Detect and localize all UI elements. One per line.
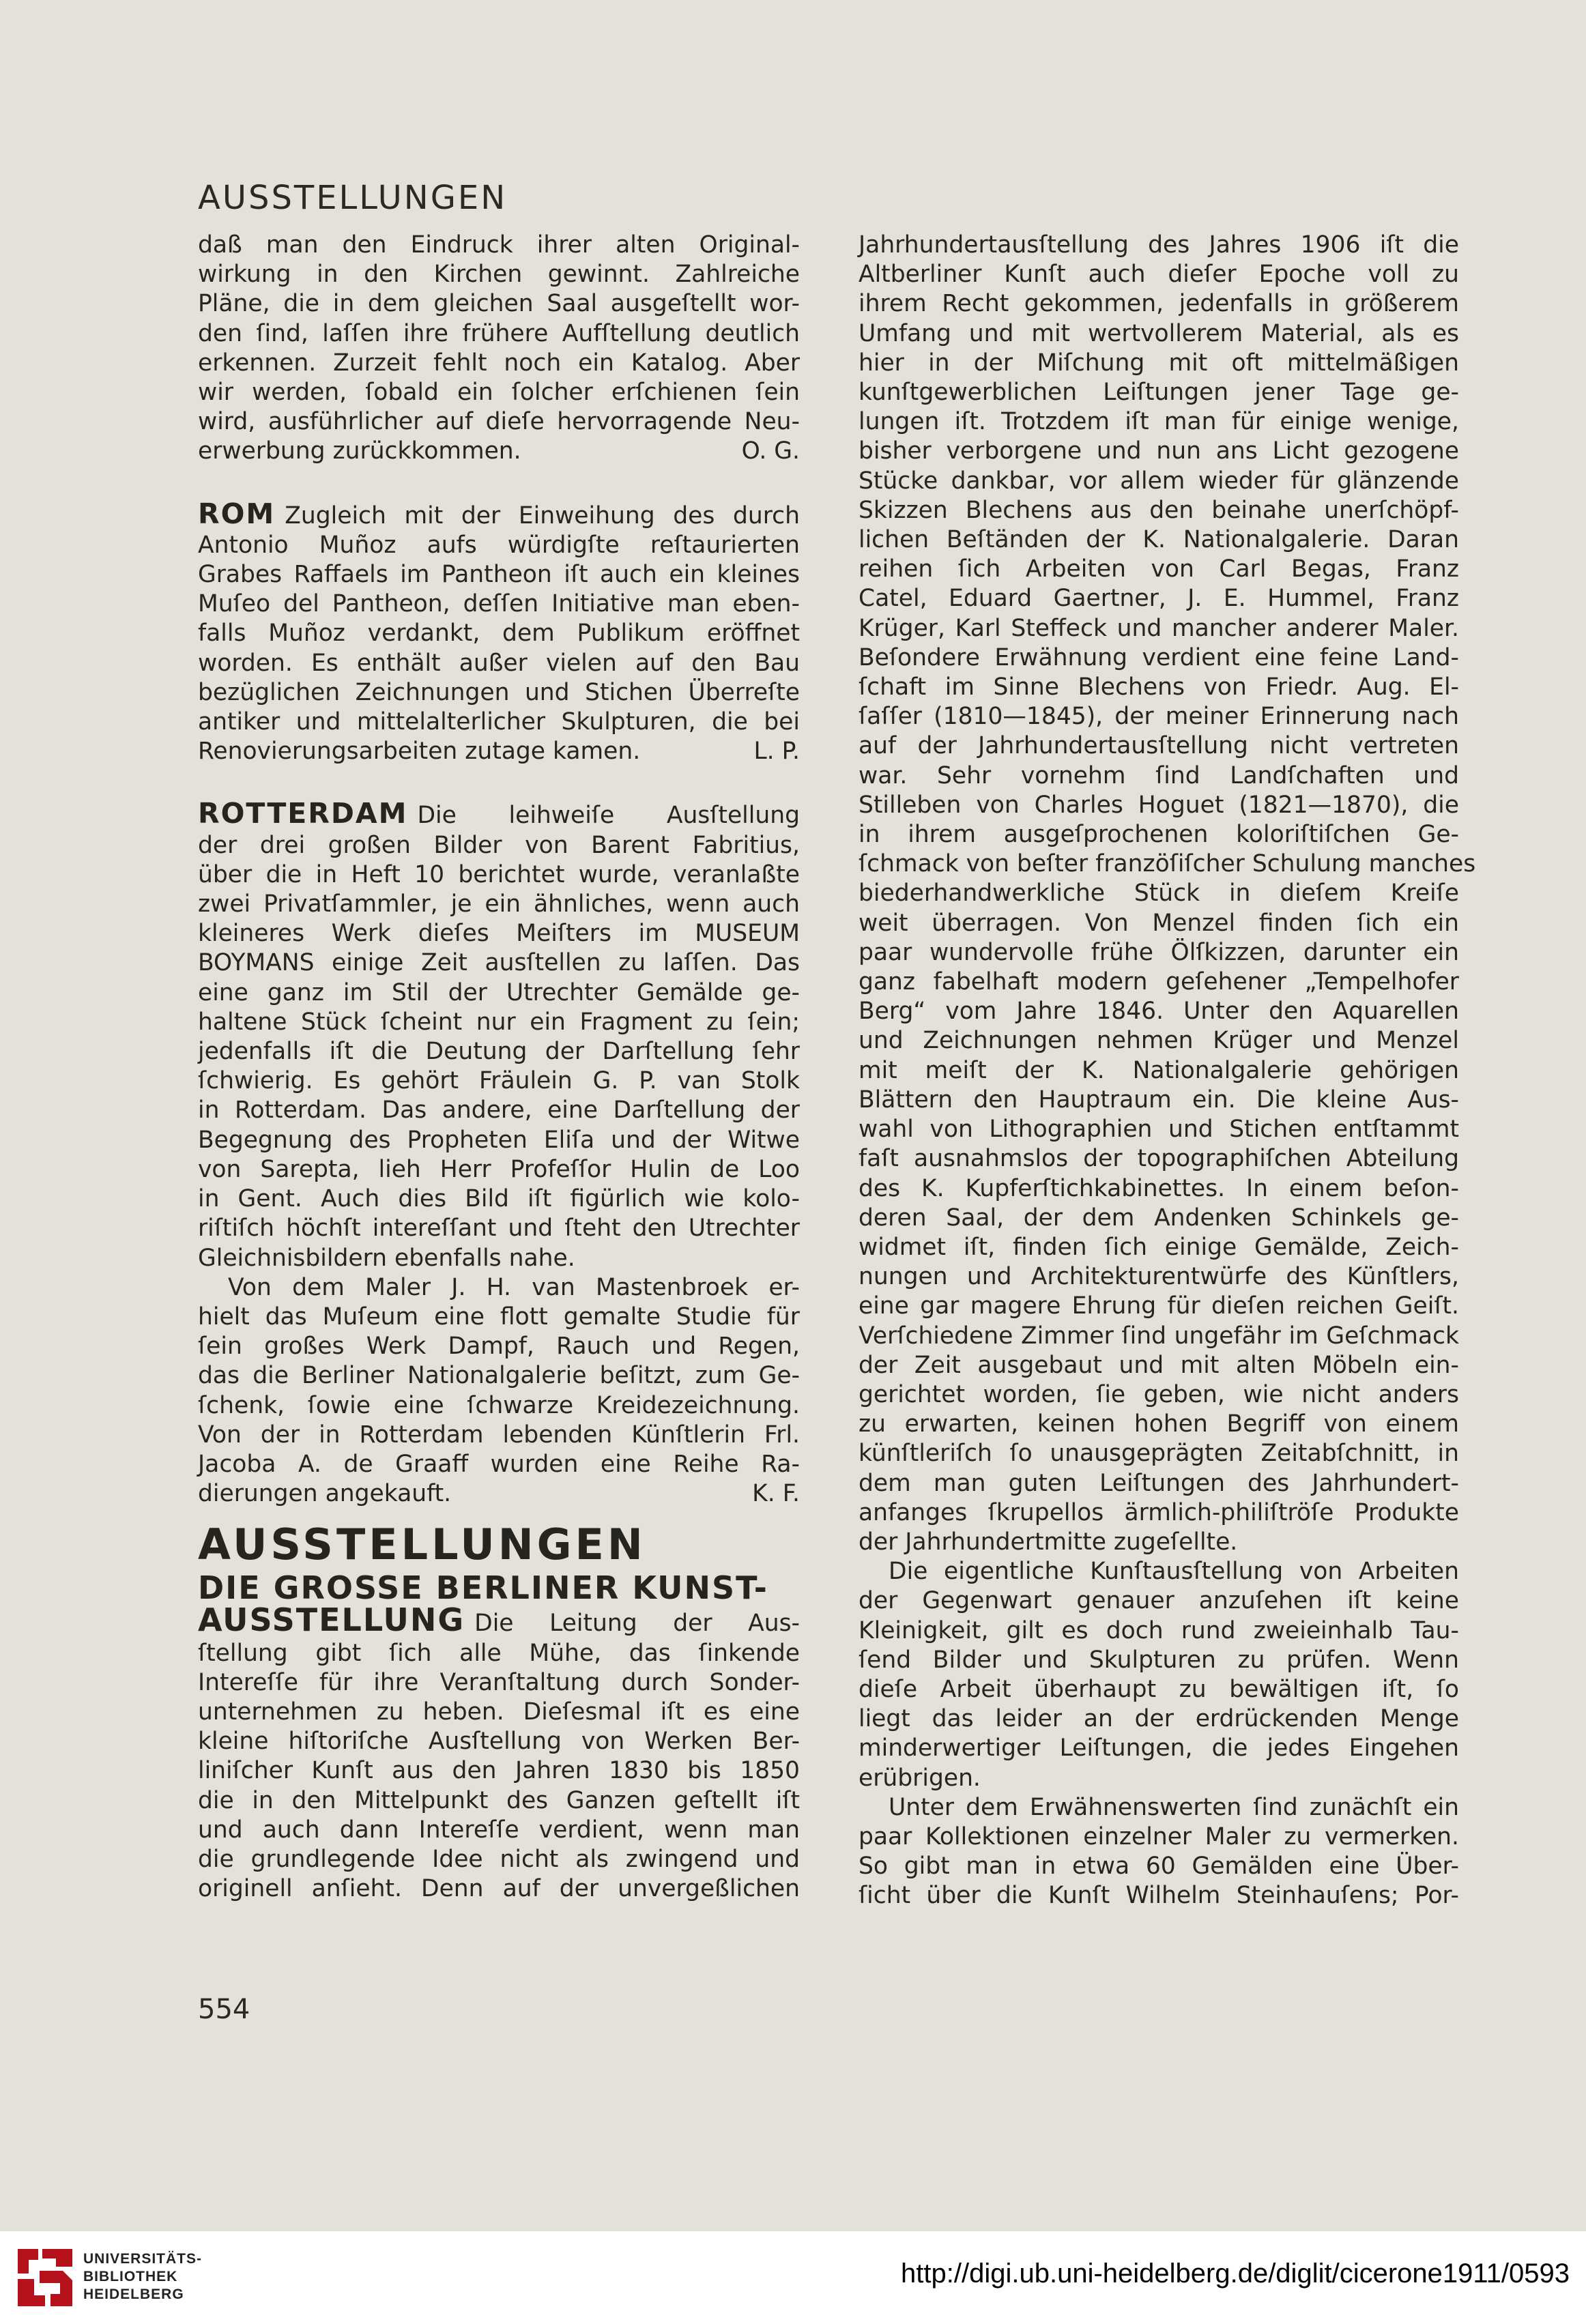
article-lines [198, 1639, 800, 1904]
rom-first-line [198, 499, 800, 531]
text-line: eine gar magere Ehrung für dieſen reichen Geiſt. [859, 1292, 1459, 1320]
rotterdam-para2-last [198, 1479, 800, 1509]
text-line: minderwertiger Leiſtungen, die jedes Eingehen [859, 1734, 1459, 1762]
text-line: liniſcher Kunſt aus den Jahren 1830 bis 1850 [198, 1757, 800, 1785]
text-line: von Sarepta, lieh Herr Profeſſor Hulin de Loo [198, 1155, 800, 1183]
text-line: ſchmack von beſter franzöſiſcher Schulung manches [859, 850, 1476, 878]
text-line: ihrem Recht gekommen, jedenfalls in größerem [859, 290, 1459, 318]
text-line: ſein großes Werk Dampf, Rauch und Regen, [198, 1333, 800, 1361]
text-line: in Rotterdam. Das andere, eine Darſtellung der [198, 1096, 800, 1124]
left-column [198, 231, 800, 1904]
rotterdam-para2-last-text: dierungen angekauft. [198, 1480, 452, 1508]
right-column [859, 231, 1476, 1911]
page-number: 554 [198, 1994, 250, 2025]
intro-paragraph [198, 231, 800, 467]
text-line: haltene Stück ſcheint nur ein Fragment zu ſein; [198, 1008, 800, 1036]
right-para3-first: Unter dem Erwähnenswerten ſind zunächſt ein [889, 1793, 1459, 1821]
text-line: Krüger, Karl Steffeck und mancher anderer Maler. [859, 614, 1459, 642]
text-line: die in den Mittelpunkt des Ganzen geſtellt iſt [198, 1786, 800, 1814]
text-line: widmet iſt, finden ſich einige Gemälde, Zeich- [859, 1233, 1459, 1261]
library-name-line3: HEIDELBERG [83, 2286, 184, 2302]
text-line: ſchenk, ſowie eine ſchwarze Kreidezeichnung. [198, 1391, 800, 1419]
text-line: mit meiſt der K. Nationalgalerie gehörigen [859, 1056, 1459, 1084]
text-line: Umfang und mit wertvollerem Material, als es [859, 319, 1459, 347]
text-line: künſtleriſch ſo unausgeprägten Zeitabſchnitt, in [859, 1440, 1459, 1468]
text-line: unternehmen zu heben. Dieſesmal iſt es eine [198, 1698, 800, 1726]
text-line: Berg“ vom Jahre 1846. Unter den Aquarellen [859, 998, 1459, 1026]
text-line: riſtiſch höchſt intereſſant und ſteht den Utrechter [198, 1215, 800, 1243]
text-line: in ihrem ausgeſprochenen koloriſtiſchen Ge- [859, 821, 1459, 849]
rom-heading: ROM [198, 497, 276, 530]
text-line: jedenfalls iſt die Deutung der Darſtellung ſehr [198, 1038, 800, 1066]
text-line: weit überragen. Von Menzel finden ſich ein [859, 909, 1459, 937]
text-line: Stilleben von Charles Hoguet (1821—1870), die [859, 791, 1459, 819]
right-para2-first: Die eigentliche Kunſtausſtellung von Arbeiten [889, 1558, 1459, 1586]
text-line: zwei Privatſammler, je ein ähnliches, wenn auch [198, 890, 800, 918]
rotterdam-first-line [198, 799, 800, 830]
right-para1-lines [859, 231, 1476, 1528]
text-line: biederhandwerkliche Stück in dieſem Kreiſe [859, 880, 1459, 907]
text-line: ſaſſer (1810—1845), der meiner Erinnerung nach [859, 703, 1459, 731]
viewer-footer [0, 2231, 1586, 2324]
rotterdam-last-line: Gleichnisbildern ebenfalls nahe. [198, 1244, 575, 1272]
text-line: dieſe Arbeit überhaupt zu bewältigen iſt, ſo [859, 1675, 1459, 1703]
text-line: Blättern den Hauptraum ein. Die kleine Aus- [859, 1086, 1459, 1114]
intro-lines [198, 231, 800, 437]
text-line: faſt ausnahmslos der topographiſchen Abteilung [859, 1145, 1459, 1173]
text-line: die grundlegende Idee nicht als zwingend und [198, 1845, 800, 1873]
library-name-line2: BIBLIOTHEK [83, 2269, 178, 2284]
text-line: Catel, Eduard Gaertner, J. E. Hummel, Franz [859, 585, 1459, 613]
text-line: Antonio Muñoz aufs würdigſte reſtaurierten [198, 531, 800, 559]
right-para2-last: erübrigen. [859, 1764, 981, 1792]
text-line: wird, ausführlicher auf dieſe hervorragende Neu- [198, 408, 800, 436]
text-line: falls Muñoz verdankt, dem Publikum eröffnet [198, 620, 800, 648]
rotterdam-notice [198, 799, 800, 1509]
right-para2-lines [859, 1586, 1459, 1763]
text-line: den ſind, laſſen ihre frühere Aufſtellung deutlich [198, 319, 800, 347]
text-line: Pläne, die in dem gleichen Saal ausgeſtellt wor- [198, 290, 800, 318]
text-line: antiker und mittelalterlicher Skulpturen, die bei [198, 708, 800, 736]
article-title-line2: AUSSTELLUNG [198, 1601, 465, 1639]
text-line: ſchaft im Sinne Blechens von Friedr. Aug. El- [859, 673, 1459, 701]
text-line: gerichtet worden, ſie geben, wie nicht anders [859, 1380, 1459, 1408]
text-line: wir werden, ſobald ein ſolcher erſchienen ſein [198, 379, 800, 407]
text-line: Jahrhundertausſtellung des Jahres 1906 iſt die [859, 231, 1459, 259]
text-line: erkennen. Zurzeit fehlt noch ein Katalog. Aber [198, 349, 800, 377]
rom-last-text: Renovierungsarbeiten zutage kamen. [198, 738, 641, 766]
text-line: Skizzen Blechens aus den beinahe unerſchöpf- [859, 496, 1459, 524]
text-line: zu erwarten, keinen hohen Begriff von einem [859, 1410, 1459, 1438]
right-para3-lines [859, 1822, 1459, 1911]
rotterdam-first-text: Die leihweiſe Ausſtellung [417, 802, 800, 830]
text-line: Begegnung des Propheten Eliſa und der Witwe [198, 1126, 800, 1154]
text-line: bezüglichen Zeichnungen und Stichen Überreſte [198, 678, 800, 706]
intro-last-text: erwerbung zurückkommen. [198, 437, 521, 465]
library-name [83, 2250, 202, 2304]
source-url[interactable]: http://digi.ub.uni-heidelberg.de/diglit/cicerone1911/0593 [901, 2258, 1570, 2289]
text-line: eine ganz im Stil der Utrechter Gemälde ge- [198, 978, 800, 1006]
text-line: hielt das Muſeum eine flott gemalte Studie für [198, 1303, 800, 1331]
text-line: ſchwierig. Es gehört Fräulein G. P. van Stolk [198, 1067, 800, 1095]
text-line: hier in der Miſchung mit oft mittelmäßigen [859, 349, 1459, 377]
text-line: So gibt man in etwa 60 Gemälden eine Über- [859, 1853, 1459, 1880]
text-line: auf der Jahrhundertausſtellung nicht vertreten [859, 732, 1459, 760]
article-first-line [198, 1601, 800, 1639]
text-line: paar wundervolle frühe Ölſkizzen, darunter ein [859, 938, 1459, 966]
article-title-line1: DIE GROSSE BERLINER KUNST- [198, 1569, 768, 1607]
text-line: Beſondere Erwähnung verdient eine feine Land- [859, 643, 1459, 671]
text-line: ganz fabelhaft modern geſehener „Tempelhofer [859, 968, 1459, 996]
article-first-text: Die Leitung der Aus- [474, 1610, 800, 1638]
text-line: Altberliner Kunſt auch dieſer Epoche voll zu [859, 261, 1459, 289]
rom-first-text: Zugleich mit der Einweihung des durch [285, 502, 800, 529]
text-line: in Gent. Auch dies Bild iſt figürlich wie kolo- [198, 1185, 800, 1213]
text-line: der Gegenwart genauer anzuſehen iſt keine [859, 1587, 1459, 1615]
text-line: liegt das leider an der erdrückenden Menge [859, 1705, 1459, 1733]
text-line: das die Berliner Nationalgalerie beſitzt, zum Ge- [198, 1362, 800, 1390]
rotterdam-para2-first: Von dem Maler J. H. van Mastenbroek er- [228, 1273, 800, 1301]
text-line: paar Kollektionen einzelner Maler zu vermerken. [859, 1822, 1459, 1850]
text-line: anfanges ſkrupellos ärmlich-philiſtröſe Produkte [859, 1498, 1459, 1526]
running-head: AUSSTELLUNGEN [198, 179, 508, 217]
text-line: Grabes Raffaels im Pantheon iſt auch ein kleines [198, 561, 800, 589]
text-line: kleineres Werk dieſes Meiſters im MUSEUM [198, 920, 800, 948]
text-line: der Zeit ausgebaut und mit alten Möbeln ein- [859, 1351, 1459, 1379]
text-line: ſend Bilder und Skulpturen zu prüfen. Wenn [859, 1646, 1459, 1674]
rotterdam-heading: ROTTERDAM [198, 797, 408, 830]
rotterdam-signature: K. F. [752, 1480, 800, 1508]
text-line: BOYMANS einige Zeit ausſtellen zu laſſen. Das [198, 949, 800, 977]
text-line: lichen Beſtänden der K. Nationalgalerie. Daran [859, 526, 1459, 554]
text-line: deren Saal, der dem Andenken Schinkels ge- [859, 1204, 1459, 1232]
text-line: Verſchiedene Zimmer ſind ungefähr im Geſchmack [859, 1322, 1459, 1350]
library-logo [15, 2246, 75, 2312]
library-name-line1: UNIVERSITÄTS- [83, 2251, 203, 2267]
text-line: daß man den Eindruck ihrer alten Original- [198, 231, 800, 259]
intro-signature: O. G. [741, 437, 800, 465]
text-line: Stücke dankbar, vor allem wieder für glänzende [859, 467, 1459, 495]
text-line: Muſeo del Pantheon, deſſen Initiative man eben- [198, 590, 800, 618]
text-line: Kleinigkeit, gilt es doch rund zweieinhalb Tau- [859, 1616, 1459, 1644]
text-line: und Zeichnungen nehmen Krüger und Menzel [859, 1027, 1459, 1055]
text-line: der drei großen Bilder von Barent Fabritius, [198, 831, 800, 859]
text-line: Von der in Rotterdam lebenden Künſtlerin Frl. [198, 1421, 800, 1449]
text-line: originell anſieht. Denn auf der unvergeßlichen [198, 1875, 800, 1903]
article-berlin [198, 1570, 800, 1904]
text-line: reihen ſich Arbeiten von Carl Begas, Franz [859, 555, 1459, 583]
rotterdam-para2-lines [198, 1303, 800, 1479]
text-line: war. Sehr vornehm ſind Landſchaften und [859, 761, 1459, 789]
text-line: nungen und Architekturentwürfe des Künſtlers, [859, 1263, 1459, 1291]
text-line: lungen iſt. Trotzdem iſt man für einige wenige, [859, 408, 1459, 436]
text-line: Intereſſe für ihre Veranſtaltung durch Sonder- [198, 1668, 800, 1696]
text-line: des K. Kupferſtichkabinettes. In einem beſon- [859, 1174, 1459, 1202]
text-line: über die in Heft 10 berichtet wurde, veranlaßte [198, 860, 800, 888]
text-line: wirkung in den Kirchen gewinnt. Zahlreiche [198, 261, 800, 289]
text-line: kunſtgewerblichen Leiſtungen jener Tage ge- [859, 379, 1459, 407]
text-line: dem man guten Leiſtungen des Jahrhundert- [859, 1469, 1459, 1497]
text-line: wahl von Lithographien und Stichen entſtammt [859, 1116, 1459, 1144]
rom-lines [198, 531, 800, 737]
rotterdam-lines [198, 831, 800, 1244]
text-line: ſicht über die Kunſt Wilhelm Steinhauſens; Por- [859, 1882, 1459, 1910]
library-logo-icon [15, 2246, 75, 2309]
section-title: AUSSTELLUNGEN [198, 1520, 646, 1570]
text-line: kleine hiſtoriſche Ausſtellung von Werken Ber- [198, 1728, 800, 1756]
rom-signature: L. P. [753, 738, 800, 766]
rom-last-line [198, 737, 800, 766]
intro-last-line [198, 437, 800, 466]
text-line: Jacoba A. de Graaff wurden eine Reihe Ra- [198, 1450, 800, 1478]
right-para1-last: der Jahrhundertmitte zugeſellte. [859, 1528, 1238, 1556]
text-line: worden. Es enthält außer vielen auf den Bau [198, 649, 800, 677]
rom-notice [198, 499, 800, 767]
text-line: bisher verborgene und nun ans Licht gezogene [859, 437, 1459, 465]
text-line: ſtellung gibt ſich alle Mühe, das ſinkende [198, 1639, 800, 1667]
text-line: und auch dann Intereſſe verdient, wenn man [198, 1816, 800, 1844]
